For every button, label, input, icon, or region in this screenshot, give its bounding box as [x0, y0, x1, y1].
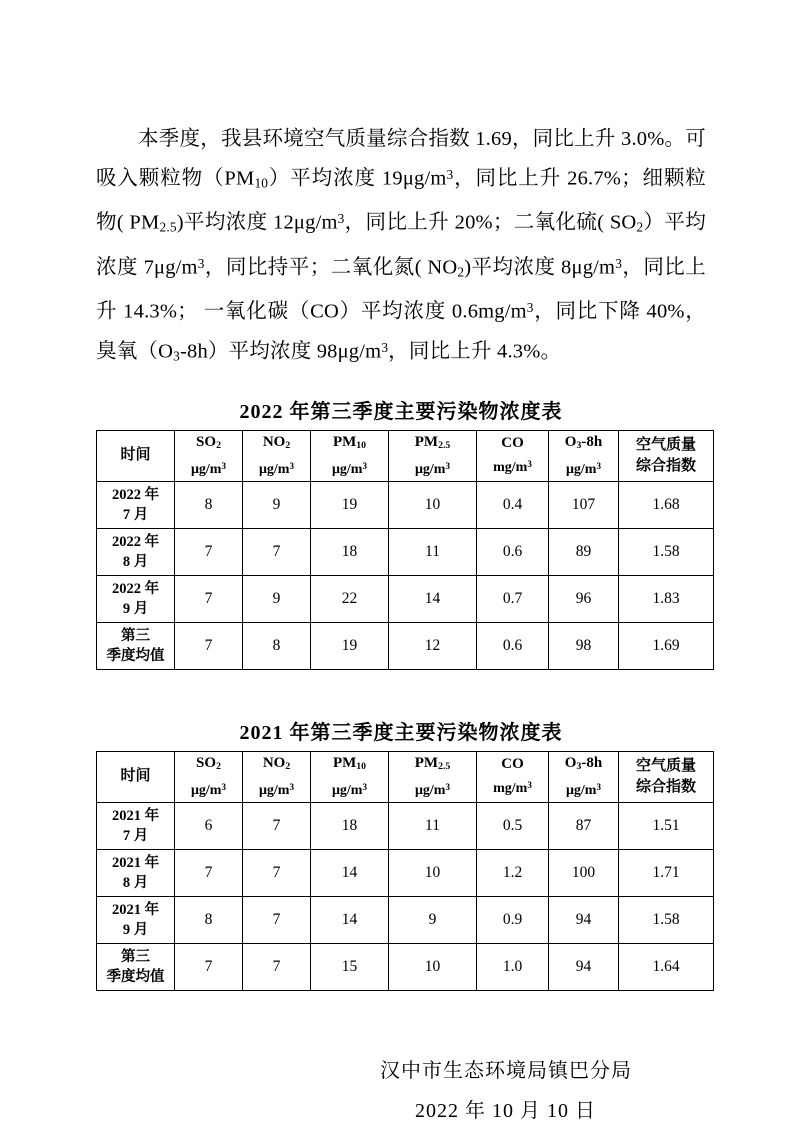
cell-aqi: 1.58: [619, 528, 714, 575]
table-row: [97, 849, 714, 896]
header-pm25: $PM_{2.5}$ $\mu g/m^3$: [389, 751, 477, 802]
cubic-sup-3: 3: [197, 255, 205, 271]
paragraph-part-12: ，同比上升 4.3%。: [388, 340, 562, 363]
cell-co: 1.0: [477, 943, 549, 990]
cell-no2: 7: [243, 528, 311, 575]
cell-aqi: 1.51: [619, 802, 714, 849]
o3-subscript: 3: [173, 348, 180, 364]
cell-co: 0.9: [477, 896, 549, 943]
cell-pm10: 18: [311, 802, 389, 849]
cell-pm10: 14: [311, 896, 389, 943]
paragraph-part-6: ）平均浓度 7μg/m: [96, 211, 706, 279]
header-no2: $NO_2$ $\mu g/m^3$: [243, 430, 311, 481]
table-row: [97, 622, 714, 669]
row-label: 2021 年 9 月: [97, 896, 175, 943]
header-aqi: 空气质量 综合指数: [619, 751, 714, 802]
cell-pm10: 18: [311, 528, 389, 575]
table-2022: [96, 430, 714, 670]
table-2021-title: 2021 年第三季度主要污染物浓度表: [239, 721, 563, 744]
cell-aqi: 1.68: [619, 481, 714, 528]
table-2022-title: 2022 年第三季度主要污染物浓度表: [239, 400, 563, 423]
table-row: [97, 575, 714, 622]
cell-o3: 96: [549, 575, 619, 622]
row-label: 第三 季度均值: [97, 622, 175, 669]
row-label: 2021 年 8 月: [97, 849, 175, 896]
cell-o3: 87: [549, 802, 619, 849]
pm25-subscript: 2.5: [159, 219, 177, 235]
cell-o3: 89: [549, 528, 619, 575]
cell-aqi: 1.83: [619, 575, 714, 622]
table-row: [97, 802, 714, 849]
paragraph-part-10: ，同比下降 40%，臭氧（O: [96, 300, 706, 363]
header-o3-8h: $O_3-8h$ $\mu g/m^3$: [549, 430, 619, 481]
cell-o3: 94: [549, 896, 619, 943]
cell-co: 0.6: [477, 528, 549, 575]
cell-pm25: 11: [389, 528, 477, 575]
cubic-sup-5: 3: [526, 300, 534, 316]
header-co: CO $mg/m^3$: [477, 430, 549, 481]
cell-so2: 8: [175, 896, 243, 943]
cell-co: 1.2: [477, 849, 549, 896]
cubic-sup-6: 3: [381, 339, 389, 355]
cell-pm25: 10: [389, 849, 477, 896]
cell-aqi: 1.69: [619, 622, 714, 669]
cell-co: 0.5: [477, 802, 549, 849]
table-row: [97, 943, 714, 990]
cell-co: 0.4: [477, 481, 549, 528]
row-label: 2022 年 7 月: [97, 481, 175, 528]
cell-so2: 7: [175, 528, 243, 575]
row-label: 2022 年 8 月: [97, 528, 175, 575]
cell-pm25: 11: [389, 802, 477, 849]
cell-so2: 7: [175, 622, 243, 669]
cell-so2: 7: [175, 575, 243, 622]
header-pm25: $PM_{2.5}$ $\mu g/m^3$: [389, 430, 477, 481]
cell-no2: 7: [243, 896, 311, 943]
header-co: CO $mg/m^3$: [477, 751, 549, 802]
cell-aqi: 1.64: [619, 943, 714, 990]
header-so2: $SO_2$ $\mu g/m^3$: [175, 751, 243, 802]
table-row: [97, 481, 714, 528]
document-content: [96, 100, 706, 1122]
header-o3-8h: $O_3-8h$ $\mu g/m^3$: [549, 751, 619, 802]
cell-no2: 9: [243, 575, 311, 622]
header-pm10: $PM_{10}$ $\mu g/m^3$: [311, 430, 389, 481]
cell-so2: 6: [175, 802, 243, 849]
cell-o3: 94: [549, 943, 619, 990]
paragraph-part-4: )平均浓度 12μg/m: [176, 211, 338, 234]
paragraph-part-11: -8h）平均浓度 98μg/m: [179, 340, 382, 363]
header-no2: $NO_2$ $\mu g/m^3$: [243, 751, 311, 802]
cell-pm25: 9: [389, 896, 477, 943]
so2-subscript: 2: [636, 219, 644, 235]
cell-no2: 8: [243, 622, 311, 669]
header-time: 时间: [97, 751, 175, 802]
cell-o3: 107: [549, 481, 619, 528]
cubic-sup-1: 3: [446, 166, 454, 182]
row-label: 2022 年 9 月: [97, 575, 175, 622]
row-label: 2021 年 7 月: [97, 802, 175, 849]
cell-pm10: 19: [311, 481, 389, 528]
cell-aqi: 1.58: [619, 896, 714, 943]
row-label: 第三 季度均值: [97, 943, 175, 990]
cell-pm10: 14: [311, 849, 389, 896]
cell-pm25: 14: [389, 575, 477, 622]
cubic-sup-4: 3: [615, 255, 623, 271]
header-aqi: 空气质量 综合指数: [619, 430, 714, 481]
cell-pm25: 10: [389, 943, 477, 990]
signature-date: 2022 年 10 月 10 日: [415, 1099, 596, 1122]
paragraph-part-7: ，同比持平；二氧化氮( NO: [204, 256, 458, 279]
cell-o3: 98: [549, 622, 619, 669]
paragraph-part-8: )平均浓度 8μg/m: [464, 256, 616, 279]
table-row: [97, 896, 714, 943]
cell-co: 0.6: [477, 622, 549, 669]
pm10-subscript: 10: [254, 175, 269, 191]
header-time: 时间: [97, 430, 175, 481]
table-2021: [96, 751, 714, 991]
cell-co: 0.7: [477, 575, 549, 622]
cell-no2: 7: [243, 943, 311, 990]
cell-pm10: 22: [311, 575, 389, 622]
table-header-row: [97, 751, 714, 802]
paragraph-part-3: ，同比上升 26.7%；细颗粒物( PM: [96, 167, 706, 234]
cell-pm10: 15: [311, 943, 389, 990]
cell-pm25: 12: [389, 622, 477, 669]
paragraph-part-5: ，同比上升 20%；二氧化硫( SO: [344, 211, 637, 234]
cell-aqi: 1.71: [619, 849, 714, 896]
table-header-row: [97, 430, 714, 481]
signature-organization: 汉中市生态环境局镇巴分局: [380, 1059, 632, 1082]
cell-no2: 7: [243, 802, 311, 849]
cell-no2: 7: [243, 849, 311, 896]
intro-paragraph: [96, 121, 706, 375]
cell-so2: 7: [175, 943, 243, 990]
cell-so2: 7: [175, 849, 243, 896]
cell-o3: 100: [549, 849, 619, 896]
cell-so2: 8: [175, 481, 243, 528]
table-row: [97, 528, 714, 575]
cubic-sup-2: 3: [337, 211, 345, 227]
no2-subscript: 2: [457, 264, 465, 280]
paragraph-part-9: ，同比上升 14.3%； 一氧化碳（CO）平均浓度 0.6mg/m: [96, 256, 706, 323]
cell-pm25: 10: [389, 481, 477, 528]
paragraph-part-2: ）平均浓度 19μg/m: [268, 167, 447, 190]
header-pm10: $PM_{10}$ $\mu g/m^3$: [311, 751, 389, 802]
paragraph-part-1: 本季度，我县环境空气质量综合指数 1.69，同比上升 3.0%。可吸入颗粒物（PM: [96, 127, 706, 190]
cell-pm10: 19: [311, 622, 389, 669]
cell-no2: 9: [243, 481, 311, 528]
header-so2: $SO_2$ $\mu g/m^3$: [175, 430, 243, 481]
